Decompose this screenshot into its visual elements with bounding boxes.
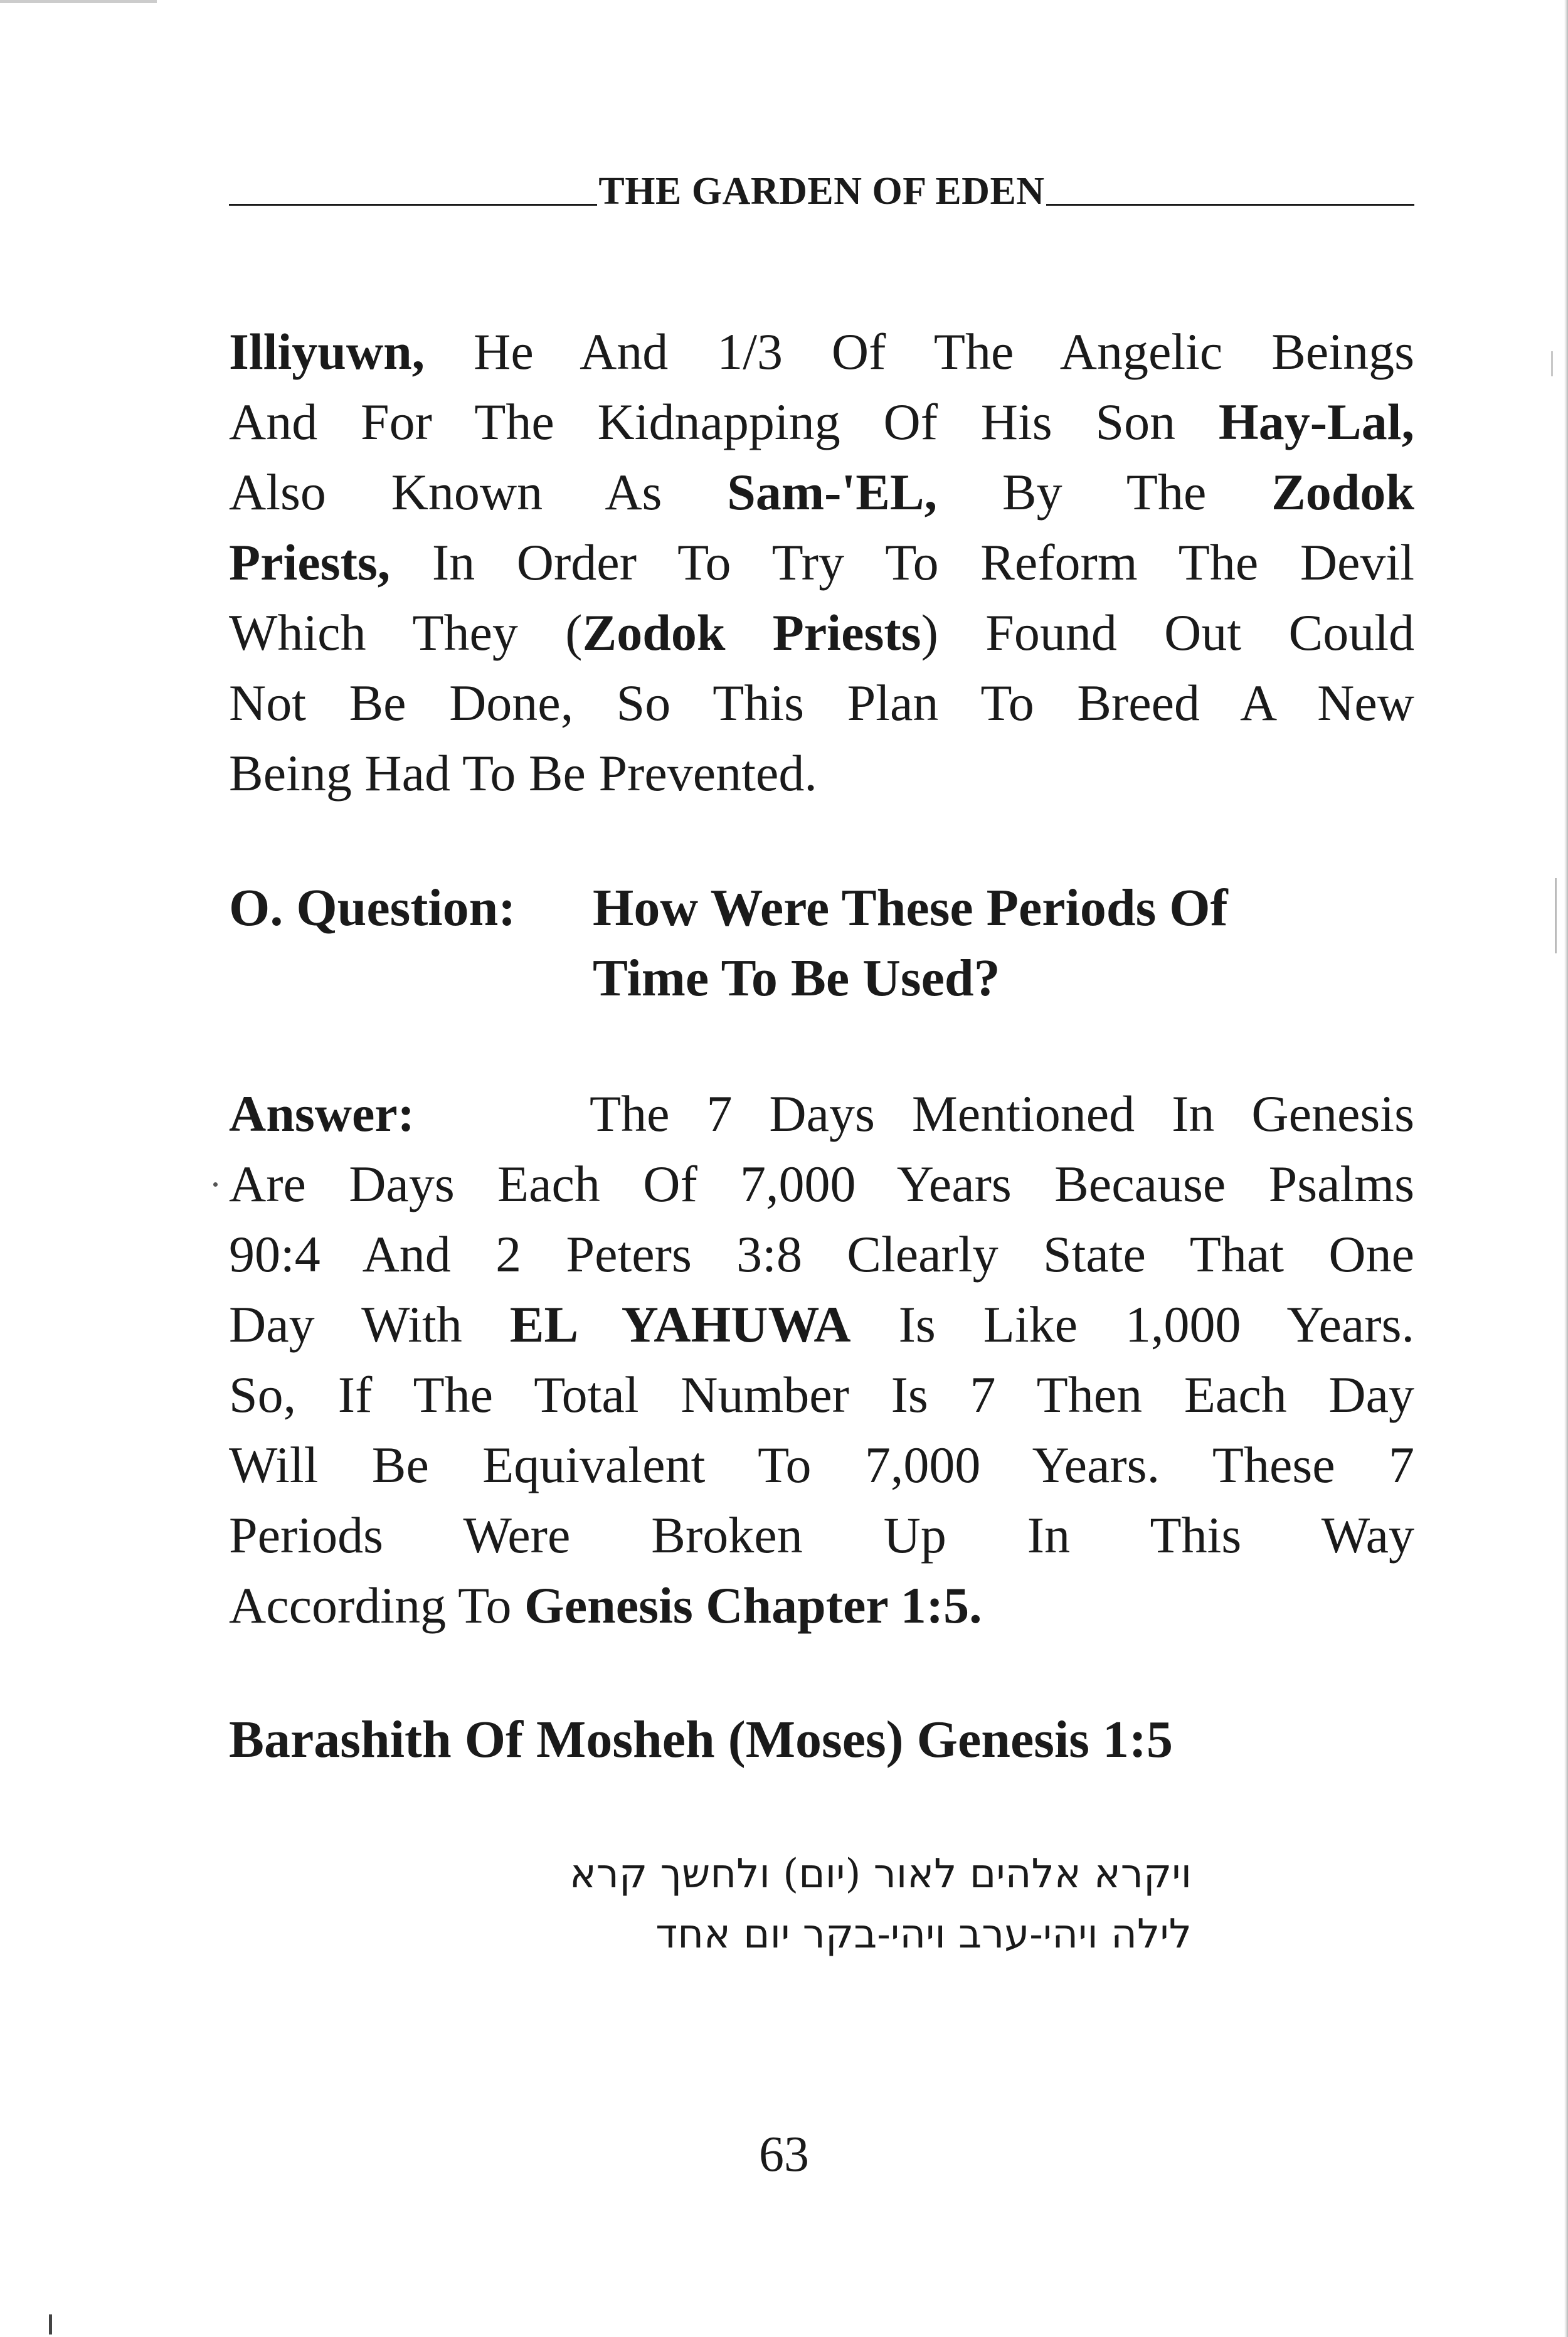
paragraph-illiyuwn-bold-term: Illiyuwn,	[229, 323, 425, 380]
paragraph-illiyuwn-bold-term: Sam-'EL,	[727, 464, 938, 521]
paragraph-illiyuwn-text: In Order To Try To Reform The Devil	[390, 534, 1414, 591]
paragraph-illiyuwn-line	[229, 527, 1414, 598]
scan-artifact-bottom-left	[49, 2314, 52, 2334]
running-header-title: THE GARDEN OF EDEN	[598, 170, 1045, 213]
paragraph-illiyuwn-bold-term: Zodok Priests	[582, 604, 921, 661]
answer-text: According To	[229, 1577, 524, 1634]
question-text	[593, 873, 1408, 1014]
paragraph-illiyuwn-bold-term: Hay-Lal,	[1218, 393, 1414, 450]
paragraph-illiyuwn-bold-term: Zodok	[1271, 464, 1415, 521]
answer-line	[229, 1500, 1414, 1571]
answer-text: Periods Were Broken Up In This Way	[229, 1507, 1414, 1564]
answer-text: Are Days Each Of 7,000 Years Because Psalms	[229, 1155, 1414, 1212]
question-text-line-1: How Were These Periods Of	[593, 879, 1228, 937]
paragraph-illiyuwn-text: Which They (	[229, 604, 583, 661]
hebrew-verse	[439, 1844, 1192, 1964]
answer-line	[229, 1571, 1414, 1641]
paragraph-illiyuwn-bold-term: Priests,	[229, 534, 391, 591]
hebrew-verse-line-1: ויקרא אלהים לאור (יום) ולחשך קרא	[569, 1851, 1192, 1897]
question-label: O. Question:	[229, 879, 516, 937]
paragraph-illiyuwn-text: Not Be Done, So This Plan To Breed A New	[229, 674, 1414, 731]
answer-line	[229, 1149, 1414, 1219]
paragraph-illiyuwn	[229, 317, 1414, 808]
scan-artifact-dot	[213, 1182, 218, 1187]
genesis-subheading: Barashith Of Mosheh (Moses) Genesis 1:5	[229, 1710, 1173, 1769]
answer-text: Day With	[229, 1296, 510, 1353]
answer-text: So, If The Total Number Is 7 Then Each Day	[229, 1366, 1414, 1423]
header-rule-right	[1046, 204, 1414, 206]
paragraph-illiyuwn-line	[229, 317, 1414, 387]
paragraph-illiyuwn-text: Also Known As	[229, 464, 728, 521]
scan-artifact-right-edge	[1564, 0, 1568, 2337]
answer-text: Is Like 1,000 Years.	[850, 1296, 1415, 1353]
paragraph-illiyuwn-text: He And 1/3 Of The Angelic Beings	[425, 323, 1414, 380]
scan-artifact-top-left	[0, 0, 157, 3]
answer-line	[229, 1430, 1414, 1500]
running-header	[229, 158, 1414, 215]
answer-line	[229, 1360, 1414, 1430]
answer-text: Will Be Equivalent To 7,000 Years. These 7	[229, 1436, 1414, 1493]
answer-bold-term: Genesis Chapter 1:5.	[524, 1577, 982, 1634]
hebrew-verse-line-2: לילה ויהי-ערב ויהי-בקר יום אחד	[655, 1911, 1192, 1958]
paragraph-illiyuwn-line	[229, 668, 1414, 738]
answer-text: 90:4 And 2 Peters 3:8 Clearly State That One	[229, 1226, 1414, 1283]
paragraph-illiyuwn-text: By The	[937, 464, 1272, 521]
paragraph-illiyuwn-line	[229, 387, 1414, 457]
paragraph-illiyuwn-line	[229, 457, 1414, 527]
question-text-line-2: Time To Be Used?	[593, 949, 1000, 1007]
answer-line	[229, 1219, 1414, 1290]
paragraph-illiyuwn-text: ) Found Out Could	[921, 604, 1414, 661]
answer-paragraph	[229, 1079, 1414, 1641]
scan-artifact-right-mark-small	[1551, 351, 1553, 376]
paragraph-illiyuwn-text: And For The Kidnapping Of His Son	[229, 393, 1219, 450]
answer-bold-term: EL YAHUWA	[509, 1296, 851, 1353]
paragraph-illiyuwn-text: Being Had To Be Prevented.	[229, 745, 817, 802]
paragraph-illiyuwn-line	[229, 598, 1414, 668]
answer-line	[229, 1290, 1414, 1360]
answer-first-line-text: The 7 Days Mentioned In Genesis	[590, 1085, 1414, 1142]
header-rule-left	[229, 204, 597, 206]
paragraph-illiyuwn-line	[229, 738, 1414, 808]
answer-first-line	[229, 1079, 1414, 1149]
scan-artifact-right-mark	[1555, 878, 1557, 953]
page-number: 63	[759, 2127, 809, 2182]
answer-label: Answer:	[229, 1085, 415, 1142]
